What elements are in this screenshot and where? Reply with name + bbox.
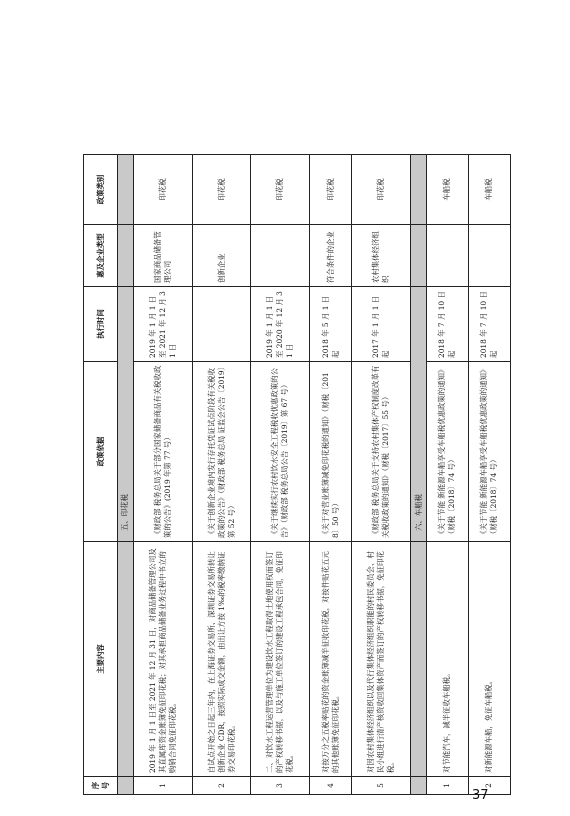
section-empty-cell (411, 155, 427, 225)
section-seq-cell (118, 777, 134, 795)
row-period: 2018 年 7 月 10 日起 (468, 287, 510, 362)
row-seq: 2 (192, 777, 251, 795)
row-content: 对新能源车船，免征车船税。 (468, 542, 510, 777)
row-content: 对因农村集体经济组织以及代行集体经济组织职能的村民委员会、村民小组进行清产核资收回集体资产而签订的产权转移书据，免征印花税。 (352, 542, 411, 777)
row-basis: 《关于节能 新能源车船享受车船税优惠政策的通知》（财税〔2018〕74 号） (468, 362, 510, 542)
row-enterprise: 创新企业 (192, 225, 251, 287)
row-basis: 《关于创新企业境内发行存托凭证试点阶段有关税收政策的公告》（财政部 税务总局 证监会公告〔2019〕第 52 号） (192, 362, 251, 542)
row-enterprise (426, 225, 468, 287)
header-enterprise: 惠及企业类型 (84, 225, 118, 287)
row-enterprise (468, 225, 510, 287)
row-category: 印花税 (352, 155, 411, 225)
row-basis: 《财政部 税务总局关于部分国家储备商品有关税收政策的公告》(2019 年第 77 号） (133, 362, 192, 542)
header-basis: 政策依据 (84, 362, 118, 542)
table-row (251, 155, 310, 795)
row-period: 2017 年 1 月 1 日起 (352, 287, 411, 362)
page-number: 37 (472, 788, 489, 803)
row-period: 2019 年 1 月 1 日 至 2021 年 12 月 31 日 (133, 287, 192, 362)
row-seq: 1 (133, 777, 192, 795)
row-seq: 3 (251, 777, 310, 795)
row-category: 印花税 (133, 155, 192, 225)
section-empty-cell (411, 225, 427, 287)
header-content: 主要内容 (84, 542, 118, 777)
section-label: 六、车船税 (411, 287, 427, 542)
section-row-stamp-tax (118, 155, 134, 795)
row-content: 对节能汽车，减半征收车船税。 (426, 542, 468, 777)
header-period: 执行时间 (84, 287, 118, 362)
table-row (310, 155, 352, 795)
row-seq: 2 (468, 777, 510, 795)
table-row (468, 155, 510, 795)
row-enterprise: 符合条件的企业 (310, 225, 352, 287)
row-category: 车船税 (468, 155, 510, 225)
table-row (133, 155, 192, 795)
table-header-row (84, 155, 118, 795)
row-content: 2019 年 1 月 1 日至 2021 年 12 月 31 日，对商品储备管理公司及其直属库资金账簿免征印花税；对其承担商品储备业务过程中书立的购销合同免征印花税。 (133, 542, 192, 777)
row-content: 二、对饮水工程运营管理单位为建设饮水工程取得土地使用权而签订的产权转移书据，以及与施工单位签订的建设工程承包合同，免征印花税。 (251, 542, 310, 777)
row-content: 自试点开始之日起三年内，在上海证券交易所、深圳证券交易所转让创新企业 CDR，按照实际成交金额，由出让方按 1‰的税率缴纳证券交易印花税。 (192, 542, 251, 777)
row-enterprise (251, 225, 310, 287)
row-category: 印花税 (251, 155, 310, 225)
section-empty-cell (118, 542, 134, 777)
row-content: 对按万分之五税率贴花的资金账簿减半征收印花税，对按件贴花五元的其他账簿免征印花税。 (310, 542, 352, 777)
section-empty-cell (118, 155, 134, 225)
row-basis: 《关于节能 新能源车船享受车船税优惠政策的通知》（财税〔2018〕74 号） (426, 362, 468, 542)
row-category: 车船税 (426, 155, 468, 225)
section-seq-cell (411, 777, 427, 795)
row-basis: 《关于继续实行农村饮水安全工程税收优惠政策的公告》（财政部 税务总局公告〔2019〕第 67 号） (251, 362, 310, 542)
row-category: 印花税 (310, 155, 352, 225)
row-seq: 5 (352, 777, 411, 795)
row-period: 2018 年 5 月 1 日起 (310, 287, 352, 362)
policy-table (83, 154, 511, 795)
row-category: 印花税 (192, 155, 251, 225)
row-enterprise: 农村集体经济组织 (352, 225, 411, 287)
rotated-policy-table-page (83, 155, 511, 795)
header-category: 政策类别 (84, 155, 118, 225)
table-row (426, 155, 468, 795)
header-seq: 序号 (84, 777, 118, 795)
row-seq: 4 (310, 777, 352, 795)
section-empty-cell (118, 225, 134, 287)
row-period: 2018 年 7 月 10 日起 (426, 287, 468, 362)
row-basis: 《财政部 税务总局关于支持农村集体产权制度改革有关税收政策的通知》（财税〔2017〕55 号） (352, 362, 411, 542)
section-empty-cell (411, 542, 427, 777)
row-enterprise: 国家商品储备管理公司 (133, 225, 192, 287)
table-row (352, 155, 411, 795)
row-period: 2019 年 1 月 1 日 至 2020 年 12 月 31 日 (251, 287, 310, 362)
row-basis: 《关于对营业账簿减免印花税的通知》（财税〔2018〕50 号） (310, 362, 352, 542)
section-label: 五、印花税 (118, 287, 134, 542)
row-seq: 1 (426, 777, 468, 795)
row-period (192, 287, 251, 362)
section-row-vehicle-tax (411, 155, 427, 795)
table-row (192, 155, 251, 795)
